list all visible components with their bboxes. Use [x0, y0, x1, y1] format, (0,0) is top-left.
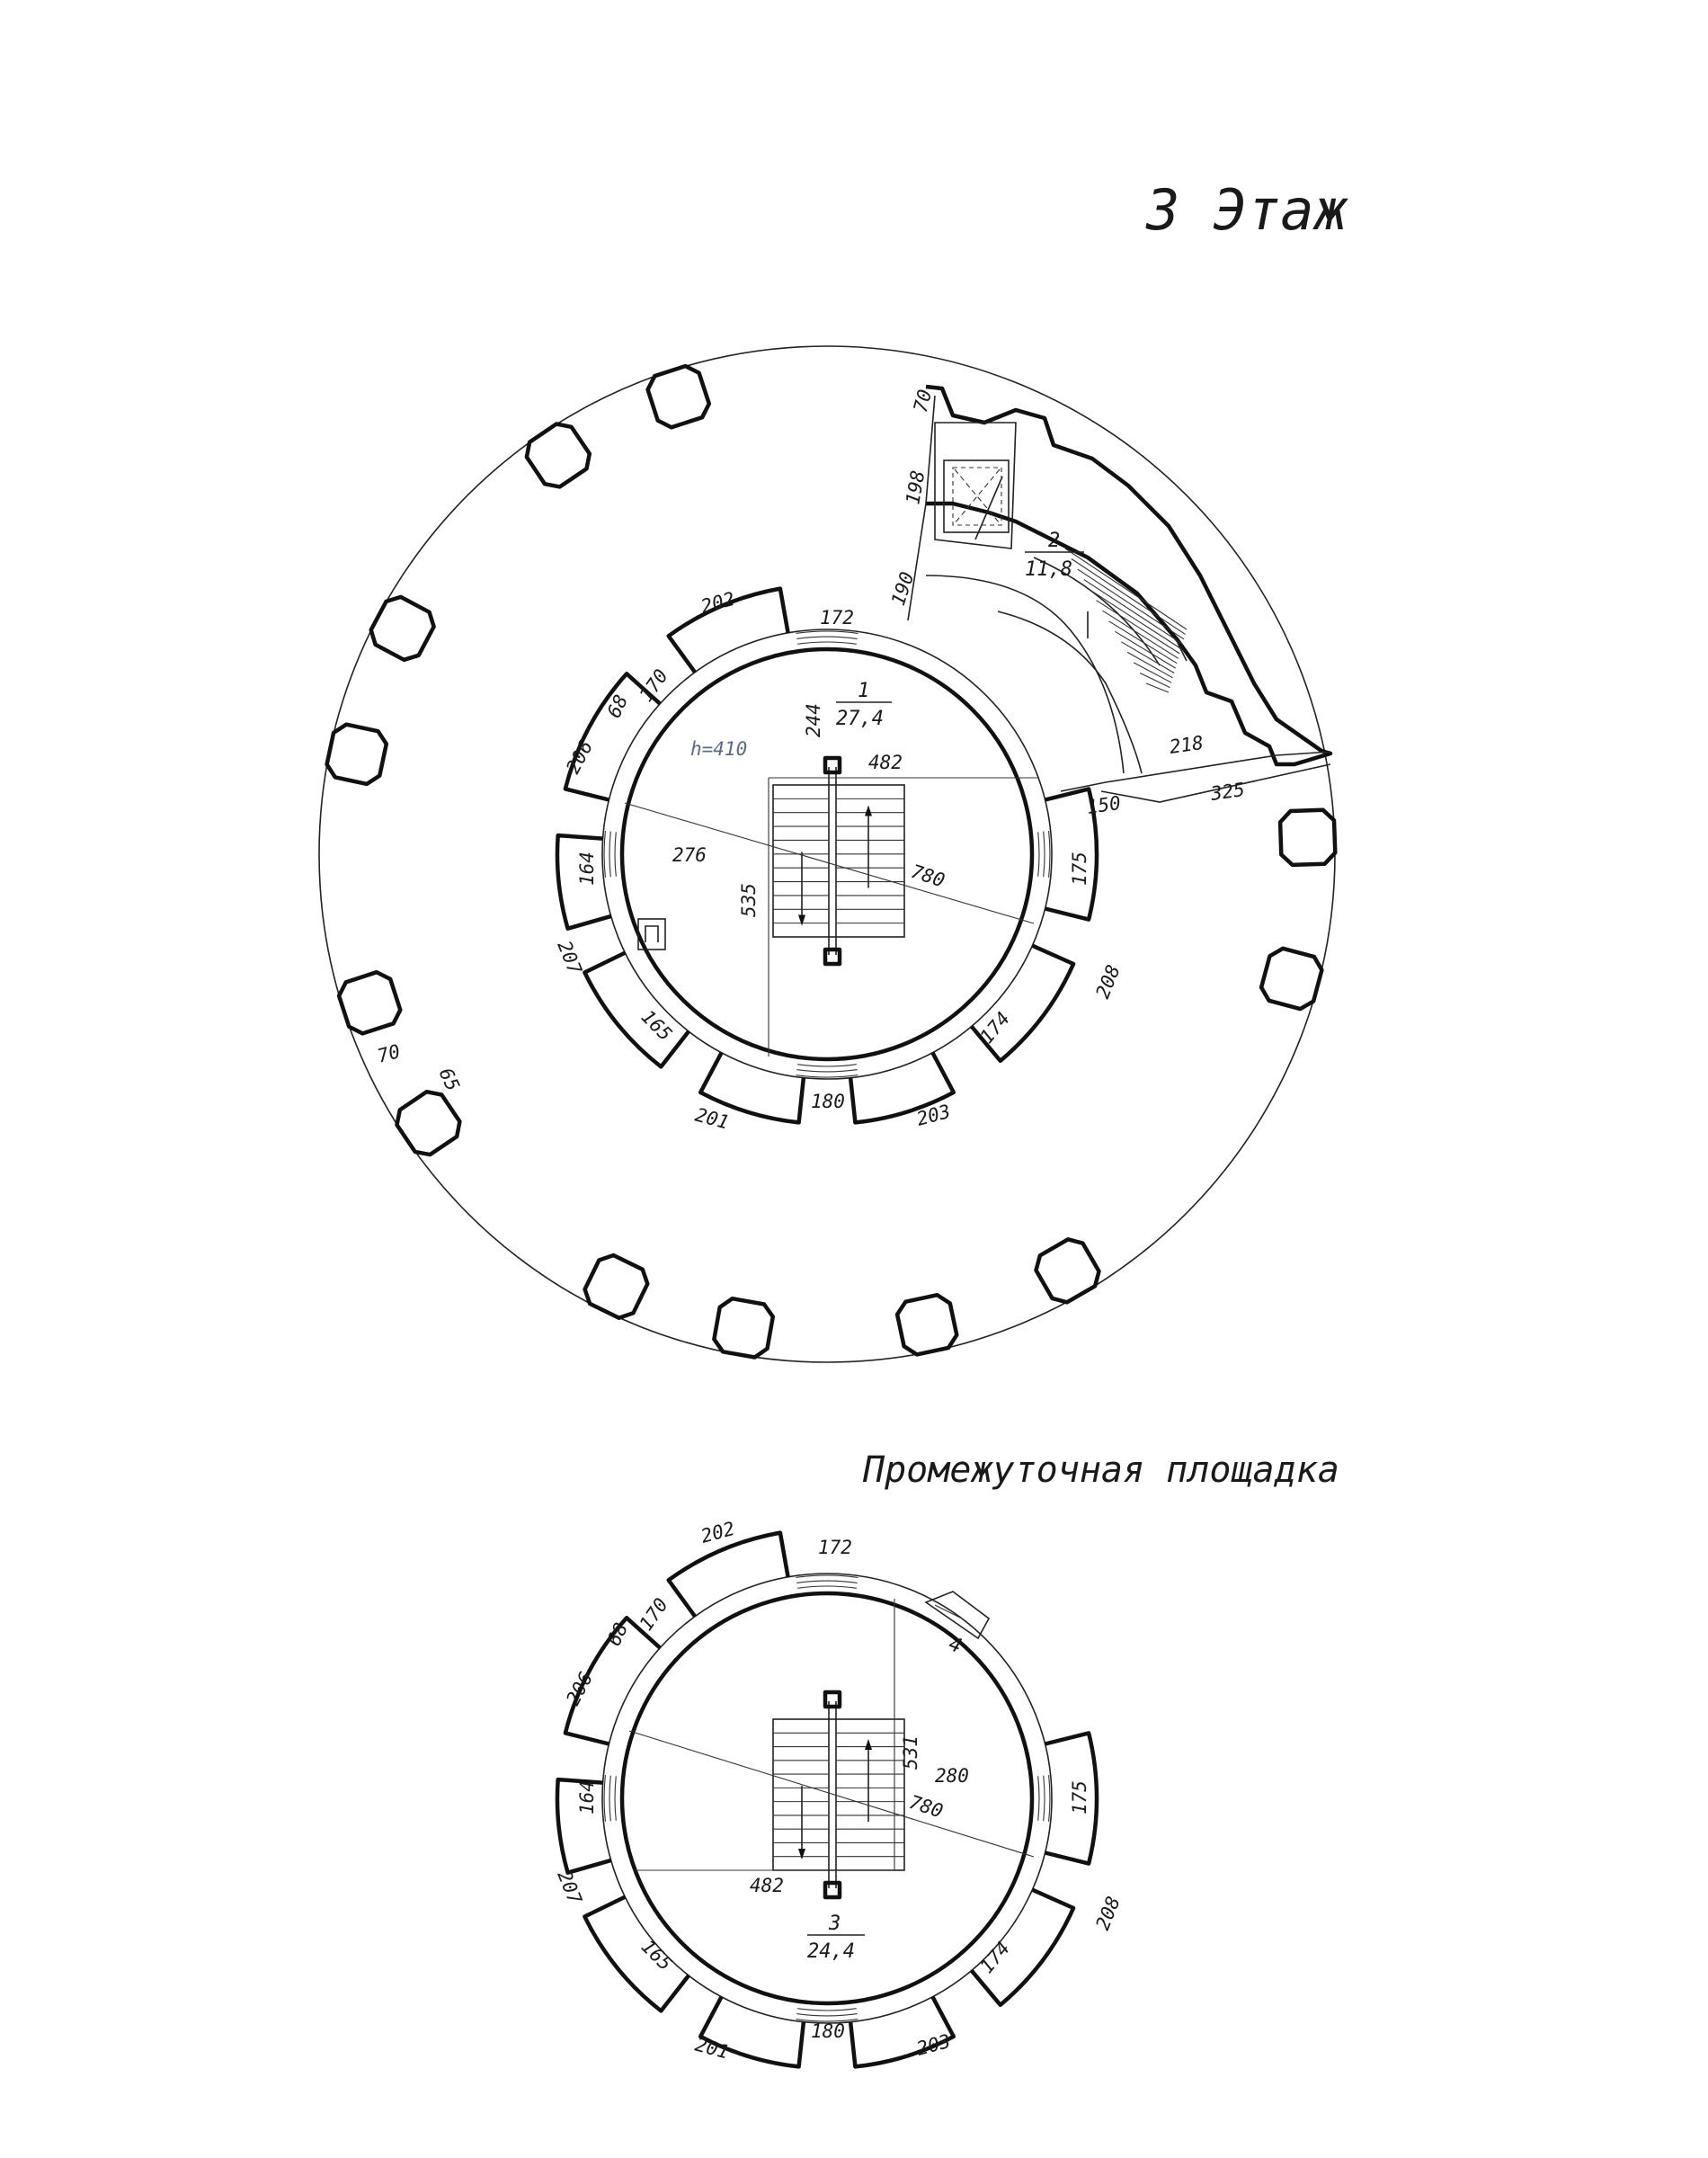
dim-482-upper: 482	[868, 752, 903, 773]
room-1-number: 1	[858, 680, 870, 702]
landing-dim-482: 482	[750, 1875, 784, 1896]
dim-201-upper: 201	[692, 1103, 732, 1134]
window-line	[796, 1581, 857, 1583]
dim-207-upper: 207	[553, 937, 586, 978]
stair-post-bottom	[825, 1883, 840, 1897]
window-line	[797, 1586, 857, 1588]
dim-218: 218	[1168, 731, 1205, 758]
stair-annex	[908, 387, 1330, 802]
window-line	[796, 1070, 857, 1072]
stair-post-top	[825, 1692, 840, 1707]
buttress-4	[584, 1897, 689, 2011]
stair-outline	[773, 1719, 904, 1870]
landing-dim-175: 175	[1069, 1780, 1090, 1815]
window-line	[1038, 832, 1039, 876]
dim-70-bottom: 70	[375, 1040, 403, 1067]
window-line	[797, 2009, 857, 2011]
window-line	[1044, 832, 1045, 878]
window-line	[615, 832, 616, 876]
landing-dim-164: 164	[576, 1780, 598, 1815]
dim-325: 325	[1209, 778, 1247, 805]
pillar-11	[1261, 949, 1321, 1009]
dim-206-upper: 206	[562, 736, 598, 778]
window-line	[1038, 1776, 1039, 1820]
dim-202-upper: 202	[698, 587, 737, 618]
dim-165-upper: 165	[636, 1005, 677, 1046]
dim-535: 535	[738, 883, 760, 917]
room-2-area: 11,8	[1025, 558, 1072, 581]
buttress-4	[584, 953, 689, 1067]
window-line	[609, 1776, 610, 1822]
tower-wall	[557, 589, 1097, 1123]
room-3-number: 3	[829, 1913, 841, 1935]
up-arrow-head	[865, 1739, 872, 1750]
dim-190: 190	[886, 569, 919, 609]
landing-tower-wall	[557, 1533, 1097, 2067]
pillar-10	[1036, 1239, 1099, 1302]
room-3-area: 24,4	[807, 1940, 855, 1963]
annex-tread	[1072, 559, 1186, 635]
dim-244: 244	[803, 703, 824, 737]
dim-203-upper: 203	[914, 1100, 953, 1130]
pillar-12	[1280, 810, 1335, 865]
window-line	[796, 1575, 858, 1577]
landing-dim-202: 202	[698, 1517, 737, 1547]
dim-164-upper: 164	[576, 852, 598, 886]
ceiling-height: h=410	[690, 738, 748, 760]
room-4-number: 4	[945, 1633, 965, 1659]
pillar-3	[371, 597, 434, 660]
stair-outline	[773, 785, 904, 937]
landing-dim-170: 170	[635, 1594, 672, 1635]
landing-dim-280: 280	[935, 1765, 969, 1787]
annex-tread	[1140, 673, 1170, 688]
floor-title: 3 Этаж	[1146, 177, 1348, 243]
central-staircase	[773, 758, 904, 964]
stair-post-bottom	[825, 950, 840, 964]
landing-dim-208: 208	[1091, 1893, 1125, 1933]
dim-208-upper: 208	[1091, 961, 1125, 1002]
dim-65: 65	[434, 1064, 464, 1095]
landing-dim-174: 174	[975, 1937, 1015, 1978]
landing-dim-165: 165	[636, 1935, 677, 1975]
up-arrow-head	[865, 806, 872, 816]
window-line	[604, 831, 605, 878]
landing-dim-531: 531	[900, 1735, 921, 1770]
annex-tread	[1090, 590, 1181, 648]
landing-staircase	[773, 1692, 904, 1897]
dim-150: 150	[1085, 791, 1123, 818]
down-arrow-head	[798, 1849, 805, 1859]
landing-plan	[557, 1533, 1097, 2067]
window-line	[796, 2014, 857, 2016]
annex-stair-treads	[1065, 548, 1187, 692]
outer-pillars	[327, 366, 1336, 1357]
dim-780-upper: 780	[908, 860, 947, 892]
buttress-1	[669, 1533, 788, 1617]
floor-3-plan	[319, 346, 1335, 1362]
window-line	[797, 642, 857, 644]
annex-tread	[1121, 642, 1174, 673]
window-line	[796, 1075, 858, 1077]
landing-title: Промежуточная площадка	[863, 1449, 1339, 1491]
window-line	[796, 637, 857, 638]
room-2-number: 2	[1048, 530, 1061, 552]
window-line	[796, 631, 858, 633]
room-1-area: 27,4	[836, 708, 884, 730]
dim-276: 276	[672, 844, 707, 866]
landing-dim-203: 203	[914, 2029, 953, 2060]
pillar-7	[585, 1255, 648, 1318]
dim-68-upper: 68	[602, 691, 633, 722]
landing-dim-180: 180	[811, 2020, 845, 2042]
dim-175-upper: 175	[1069, 852, 1090, 886]
buttress-7	[972, 1890, 1073, 2005]
dim-174-upper: 174	[975, 1007, 1015, 1048]
window-line	[1049, 831, 1050, 878]
landing-dim-201: 201	[692, 2033, 732, 2064]
window-line	[615, 1776, 616, 1820]
pillar-6	[397, 1092, 460, 1155]
window-line	[1044, 1776, 1045, 1822]
down-arrow-head	[798, 915, 805, 926]
pillar-1	[648, 366, 709, 427]
landing-diameter-line	[629, 1731, 1034, 1857]
landing-dim-68: 68	[602, 1619, 633, 1650]
landing-dim-780: 780	[906, 1790, 946, 1823]
window-line	[1049, 1775, 1050, 1822]
stair-post-top	[825, 758, 840, 772]
dim-180-upper: 180	[811, 1091, 845, 1112]
dim-70-top: 70	[909, 387, 937, 415]
landing-dim-206: 206	[562, 1668, 598, 1709]
pillar-5	[339, 972, 400, 1033]
window-line	[609, 832, 610, 878]
window-line	[604, 1775, 605, 1822]
pillar-8	[714, 1298, 772, 1357]
dim-198: 198	[902, 468, 930, 506]
annex-tread	[1065, 548, 1187, 629]
dim-170-upper: 170	[635, 665, 672, 706]
pillar-9	[897, 1295, 956, 1354]
dim-172-upper: 172	[820, 607, 854, 629]
landing-dim-207: 207	[553, 1867, 586, 1908]
pillar-2	[527, 424, 590, 487]
window-line	[797, 1065, 857, 1066]
annex-tread	[1103, 611, 1179, 658]
pillar-4	[327, 725, 387, 784]
landing-dim-172: 172	[818, 1537, 852, 1558]
